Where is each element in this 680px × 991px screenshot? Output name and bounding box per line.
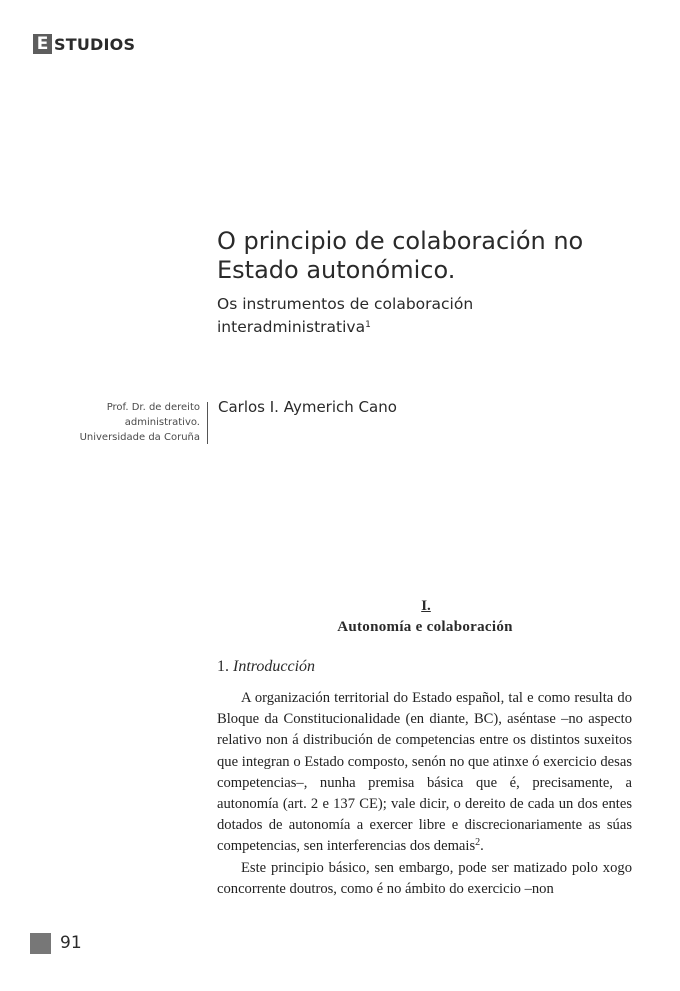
article-subtitle-text: Os instrumentos de colaboración interadministrativa (217, 295, 474, 336)
affiliation-divider (207, 402, 208, 444)
subsection-heading (217, 658, 315, 676)
page-marker-box (30, 933, 51, 954)
section-initial-box: E (33, 34, 52, 54)
affiliation-line: administrativo. (124, 417, 200, 428)
body-text (217, 688, 632, 900)
article-title: O principio de colaboración no Estado autonómico. (217, 227, 584, 284)
subtitle-footnote-marker: 1 (365, 320, 371, 330)
section-header-label: STUDIOS (54, 34, 136, 54)
affiliation-line: Universidade da Coruña (79, 432, 200, 443)
section-title: Autonomía e colaboración (337, 619, 513, 635)
subsection-title: Introducción (233, 658, 316, 675)
section-number: I. (421, 598, 431, 614)
section-header (33, 34, 135, 54)
author-name: Carlos I. Aymerich Cano (218, 398, 397, 416)
paragraph (217, 688, 632, 858)
paragraph-text: A organización territorial do Estado español, tal e como resulta do Bloque da Constitucionalidade (en diante, BC), aséntase –no aspecto relativo non á distribución de competencias entre os distintos suxeitos que integran o Estado composto, senón no que atinxe ó exercicio desas competencias–, nunha premisa básica que é, precisamente, a autonomía (art. 2 e 137 CE); vale dicir, o dereito de cada un dos entes dotados de autonomía a exercer libre e discrecionariamente as súas competencias, sen interferencias dos demais (217, 690, 632, 855)
affiliation-line: Prof. Dr. de dereito (106, 402, 200, 413)
paragraph: Este principio básico, sen embargo, pode ser matizado polo xogo concorrente doutros, como é no ámbito do exercicio –non (217, 859, 632, 897)
subsection-number: 1. (217, 658, 229, 675)
footnote-marker: 2 (475, 837, 481, 849)
author-affiliation (40, 400, 200, 445)
page-number: 91 (60, 933, 82, 953)
article-subtitle (217, 294, 617, 338)
paragraph-end: . (480, 838, 484, 855)
